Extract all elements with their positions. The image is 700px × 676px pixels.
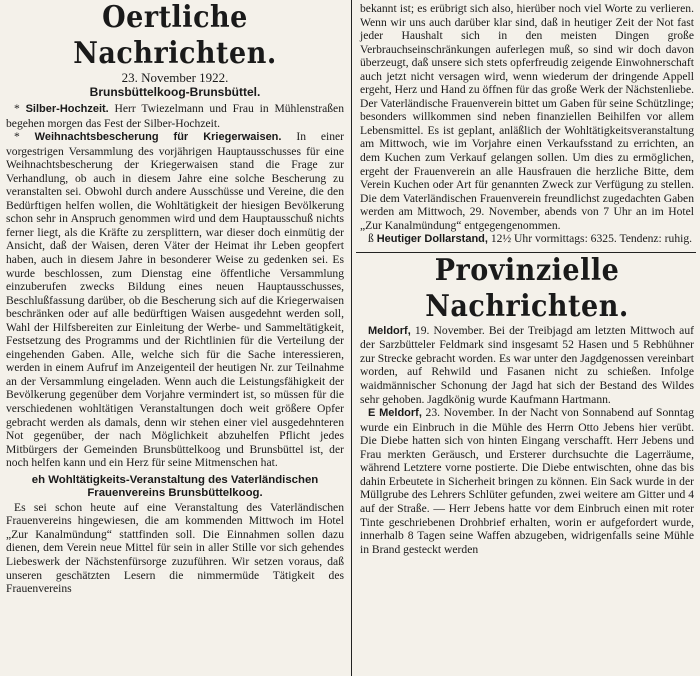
continued-article-body: bekannt ist; es erübrigt sich also, hierüber noch viel Worte zu verlieren. Wenn wir uns auch darüber klar sind, daß in heutiger Zeit der Not fast jeder Haushalt sich in den meisten Dingen große Verbrauchseinschränkungen auferlegen muß, so sind wir doch davon überzeugt, daß unsere sich stets opferfreudig zeigende Einwohnerschaft auch jetzt nicht versagen wird, wenn wiederum der dringende Appell ergeht, Herz und Hand zu öffnen für das große Werk der Nächstenliebe. Der Vaterländische Frauenverein bittet um Gaben für seine Schützlinge; besonders willkommen sind neben finanziellen Beihilfen vor allem Lebensmittel. Es ist geplant, anläßlich der Wohltätigkeitsveranstaltung am Mittwoch, wie im Vorjahre einen Verkaufsstand zu errichten, an dem Kuchen zum Verkauf gelangen sollen. Um dies zu ermöglichen, ergeht der Frauenverein an alle Hausfrauen die herzliche Bitte, dem Verein Kuchen oder Art für genannten Zweck zur Verfügung zu stellen. Die dem Vaterländischen Frauenverein freundlichst zugedachten Gaben werden am Mittwoch, 29. November, abends von 7 Uhr an im Hotel „Zur Kanalmündung“ entgegengenommen. [360, 2, 694, 232]
article-marker: * [14, 130, 20, 144]
dollar-marker: ß [368, 232, 374, 246]
dollar-keyword: Heutiger Dollarstand, [376, 233, 488, 246]
article-christmas-orphans [6, 130, 344, 470]
left-column [4, 0, 348, 676]
article-marker: * [14, 102, 20, 115]
article-body: In einer vorgestrigen Versammlung des vorjährigen Hauptausschusses für eine Weihnachtsbescherung der Kriegerwaisen stand die Frage zur Verhandlung, ob auch in diesem Jahre eine solche Bescherung zu veranstalten sei. Obwohl durch andere Ausschüsse und Vereine, die den Bedürftigen helfen wollen, die Wohltätigkeit der hiesigen Bevölkerung schon sehr in Anspruch genommen wird und dem Hauptausschuß nichts ferner liegt, als die Kräfte zu zersplittern, war dieser doch einmütig der Ansicht, daß der Waisen, deren Väter der Heimat ihr Leben geopfert haben, auch in diesem Jahre in besonderer Weise zu gedenken sei. Es wurde beschlossen, zum Dienstag eine öffentliche Versammlung einzuberufen zwecks Bildung eines neuen Hauptausschusses, Beschlußfassung darüber, ob die Bescherung sich auf die Kriegerwaisen beschränken oder auf alle bedürftigen Waisen ausgedehnt werden soll, Wahl der Hilfsbereiten zur Einleitung der Werbe- und Sammeltätigkeit, Festsetzung des Programms und der Richtlinien für die Verteilung der eingehenden Gaben. Alle, welche sich für die Sache interessieren, werden in einem Aufruf im Anzeigenteil der heutigen Nr. zur Teilnahme an der Versammlung eingeladen. Wenn auch die Leistungsfähigkeit der Bevölkerung gegenüber dem Vorjahre vermindert ist, so müssen für die verschiedenen wohltätigen Veranstaltungen doch weit größere Opfer gebracht werden als damals, denn wir stehen einer viel ausgedehnteren Not gegenüber, der nach Möglichkeit abzuhelfen Pflicht jedes Mitbürgers der Gemeinden Brunsbüttelkoog und Brunsbüttel ist, der noch helfen kann und ein Herz für seine Mitmenschen hat. [6, 130, 345, 470]
article-keyword: Meldorf, [368, 324, 411, 337]
benefit-event-body: Es sei schon heute auf eine Veranstaltung des Vaterländischen Frauenvereins hingewiesen, die am kommenden Mittwoch im Hotel „Zur Kanalmündung“ stattfinden soll. Die Einnahmen sollen dazu dienen, dem Verein neue Mittel für sein in aller Stille vor sich gehendes Liebeswerk der Nächstenfürsorge zuzuführen. Wir setzen voraus, daß unseren geschätzten Lesern die nimmermüde Tätigkeit des Frauenvereins [6, 500, 344, 596]
dateline: 23. November 1922. [121, 70, 229, 85]
article-meldorf-hunt [360, 324, 694, 406]
right-column [356, 0, 696, 676]
local-news-title: Oertliche Nachrichten. [73, 0, 277, 71]
article-keyword: Silber-Hochzeit. [25, 103, 109, 115]
dollar-rate-notice [360, 232, 694, 247]
dollar-body: 12½ Uhr vormittags: 6325. Tendenz: ruhig. [490, 232, 693, 246]
article-keyword: E Meldorf, [368, 407, 422, 420]
article-body: 23. November. In der Nacht von Sonnabend auf Sonntag wurde ein Einbruch in die Mühle des Herrn Otto Jebens hier verübt. Die Diebe hatten sich von hinten Eingang verschafft. Herr Jebens und Frau merkten Geräusch, und Ersterer durchsuchte die Lagerräume, während Letztere vorne postierte. Die Diebe entwischten, ohne das bis dahin Erbeutete in Sicherheit bringen zu können. Ein Sack wurde in der Müllgrube des Lehrers Schlüter gefunden, zwei weitere am Gitter und 4 auf der Straße. — Herr Jebens hatte vor dem Einbruch einen mit roter Tinte geschriebenen Drohbrief erhalten, worin er aufgefordert wurde, innerhalb 8 Tagen seine Waffen abzugeben, widrigenfalls seine Mühle in Brand gesteckt werden [360, 406, 694, 556]
column-divider [351, 0, 352, 676]
benefit-event-heading: eh Wohltätigkeits-Veranstaltung des Vaterländischen Frauenvereins Brunsbüttelkoog. [31, 473, 319, 500]
article-meldorf-burglary [360, 406, 694, 556]
article-silver-wedding [6, 102, 344, 130]
article-keyword: Weihnachtsbescherung für Kriegerwaisen. [34, 131, 282, 144]
article-body: 19. November. Bei der Treibjagd am letzten Mittwoch auf der Sarzbütteler Feldmark sind insgesamt 52 Hasen und 5 Rebhühner zur Strecke gebracht worden. Es war unter den Jagdgenossen vereinbart worden, auf Rehwild und Fasanen nicht zu schießen. Infolge waidmännischer Schonung der Jagd hat sich der Bestand des Wildes sehr gehoben. Jagdkönig wurde Kaufmann Hartmann. [360, 323, 694, 406]
provincial-news-title: Provinzielle Nachrichten. [425, 253, 629, 324]
place-heading: Brunsbüttelkoog-Brunsbüttel. [89, 85, 261, 99]
article-body: Herr Twiezelmann und Frau in Mühlenstraßen begehen morgen das Fest der Silber-Hochzeit. [6, 102, 344, 130]
